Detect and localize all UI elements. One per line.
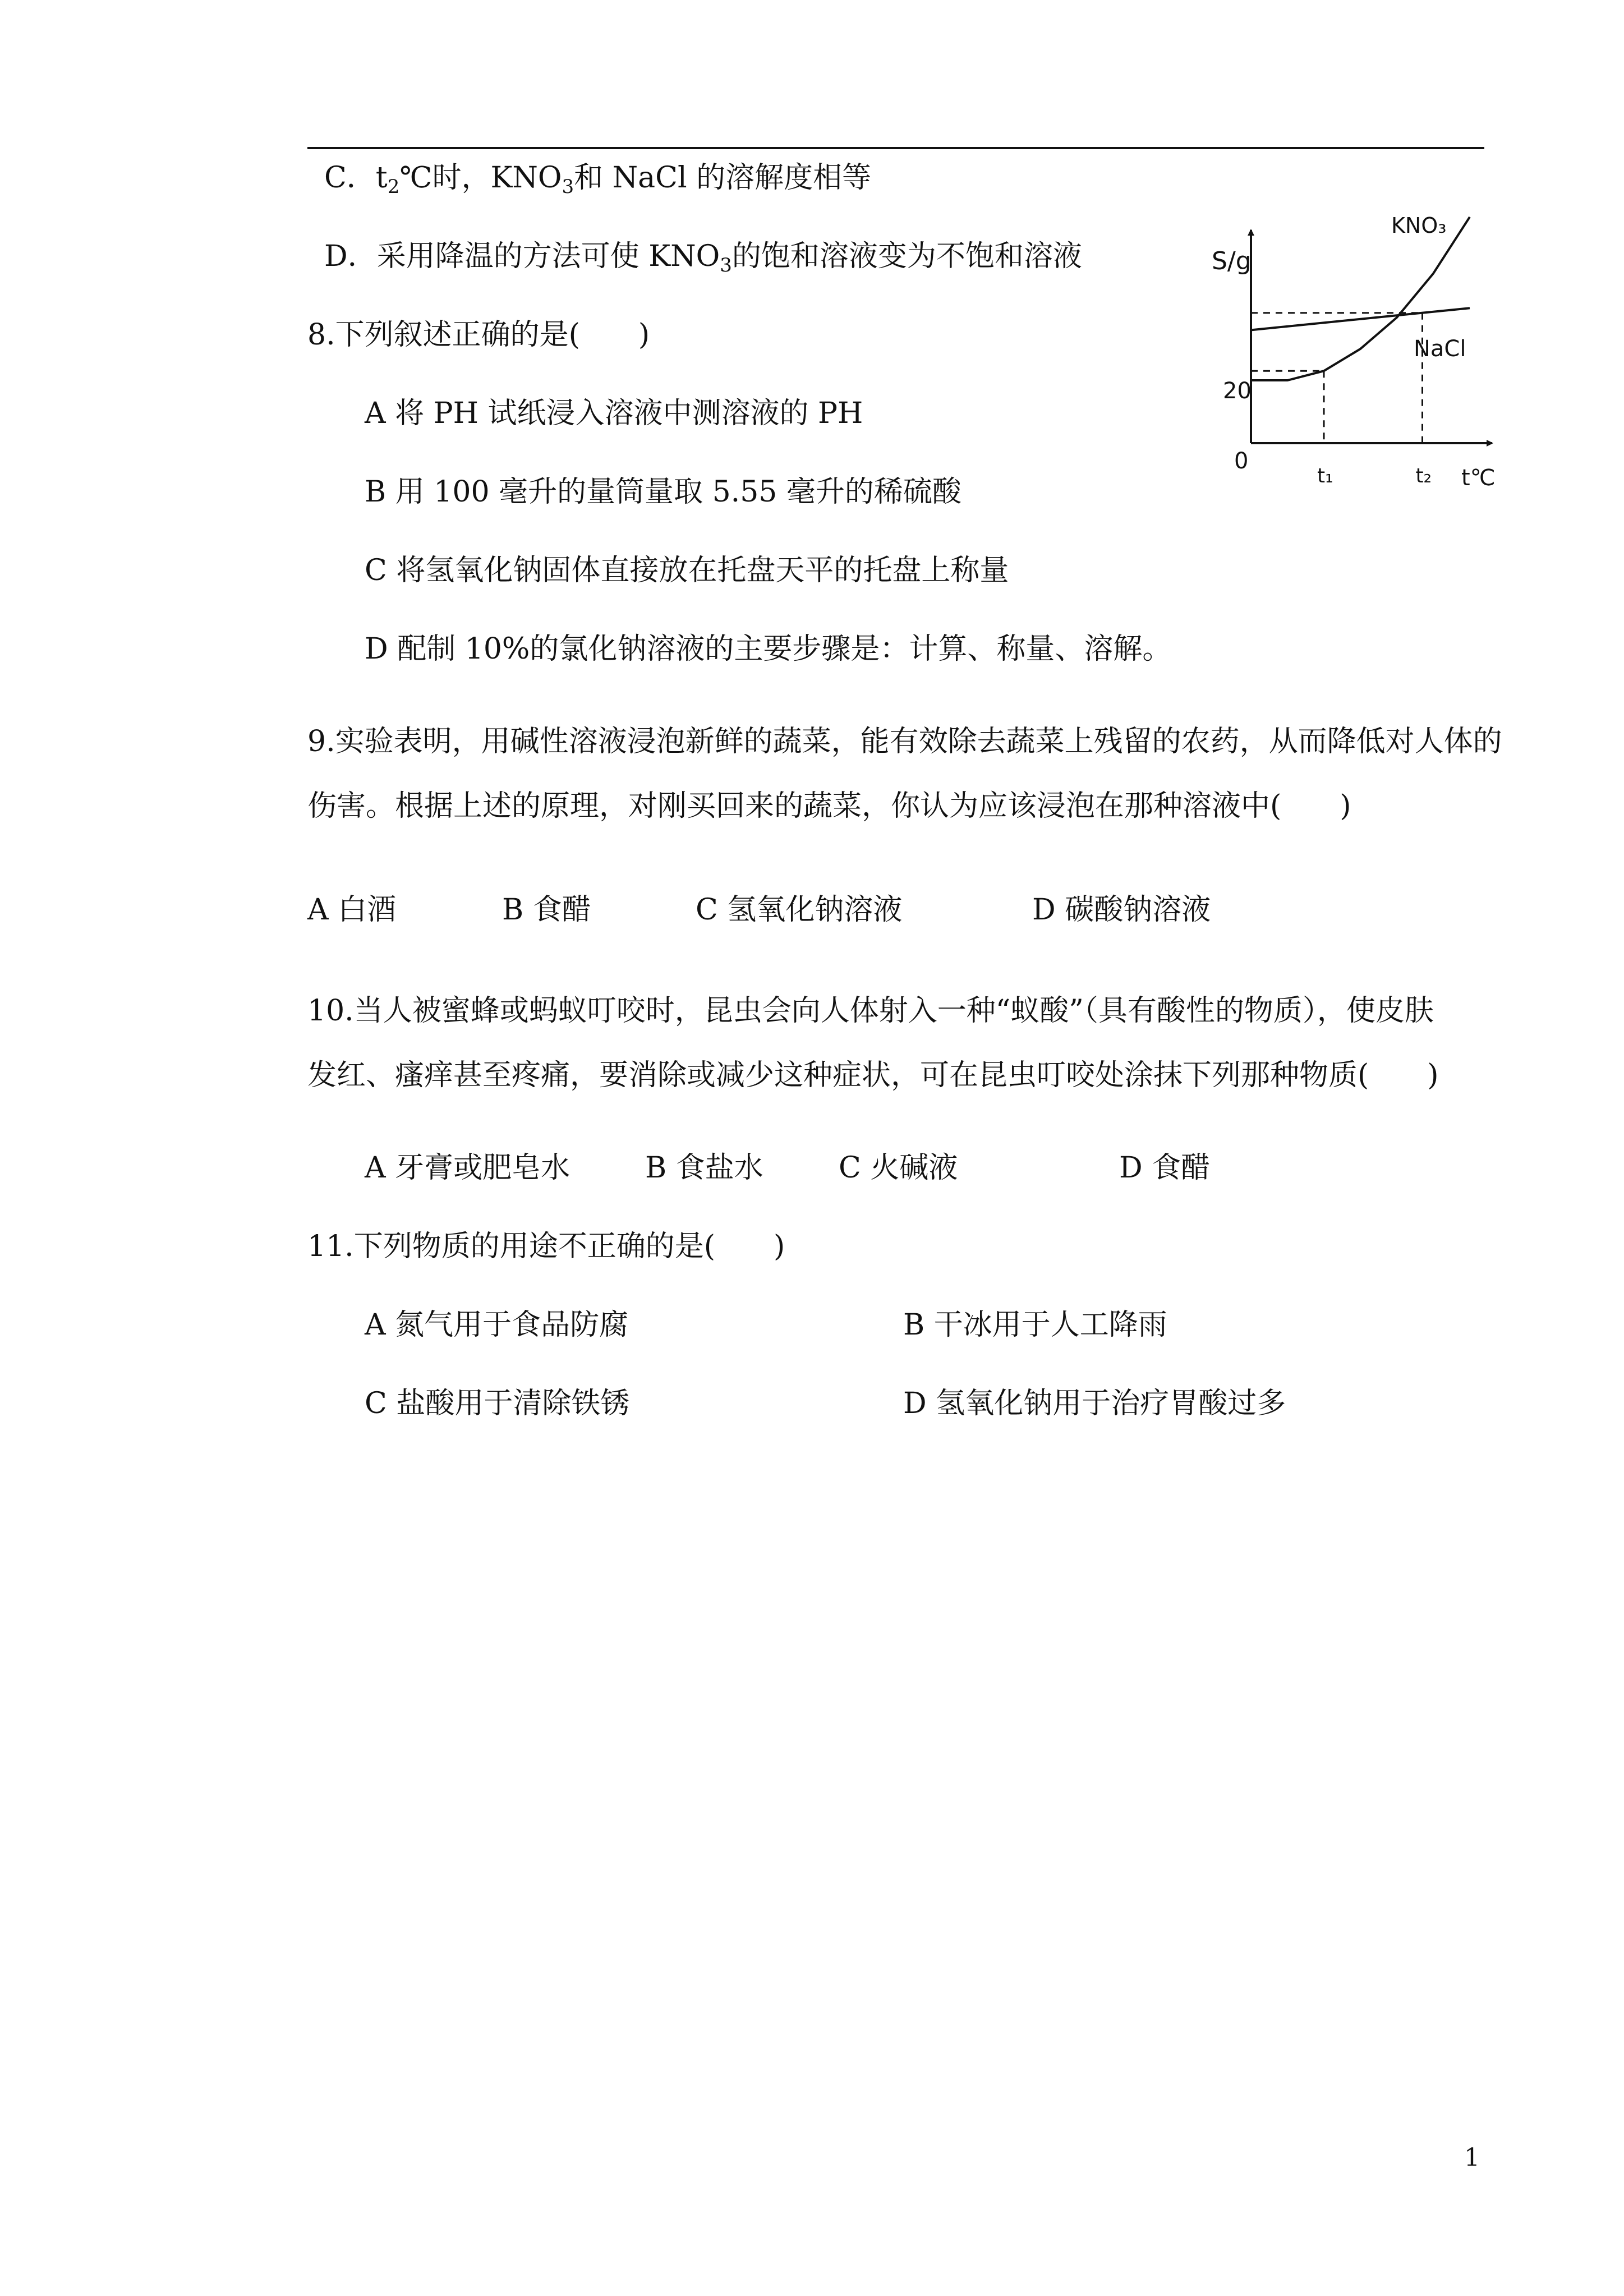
header-rule (307, 147, 1484, 149)
q8-stem: 8.下列叙述正确的是( ) (307, 318, 650, 352)
kno3-label: KNO₃ (1391, 213, 1447, 238)
q8-option-a: A 将 PH 试纸浸入溶液中测溶液的 PH (365, 397, 863, 430)
q10-option-d: D 食醋 (1119, 1151, 1211, 1185)
nacl-line (1251, 308, 1470, 330)
y-tick-20: 20 (1223, 378, 1252, 404)
q10-option-b: B 食盐水 (645, 1151, 763, 1185)
q10-option-c: C 火碱液 (839, 1151, 958, 1185)
q9-option-d: D 碳酸钠溶液 (1032, 893, 1211, 927)
q9-option-c: C 氢氧化钠溶液 (696, 893, 903, 927)
q11-option-b: B 干冰用于人工降雨 (903, 1308, 1167, 1342)
q8-option-c: C 将氢氧化钠固体直接放在托盘天平的托盘上称量 (365, 554, 1009, 587)
origin-label: 0 (1234, 448, 1249, 474)
q8-option-d: D 配制 10%的氯化钠溶液的主要步骤是：计算、称量、溶解。 (365, 632, 1172, 666)
page-number: 1 (1464, 2143, 1480, 2172)
x-axis-label: t℃ (1461, 465, 1496, 491)
q11-option-c: C 盐酸用于清除铁锈 (365, 1387, 630, 1420)
dashed-guides (1251, 313, 1423, 443)
nacl-label: NaCl (1414, 336, 1466, 362)
q9-option-a: A 白酒 (307, 893, 397, 927)
q9-option-b: B 食醋 (502, 893, 591, 927)
q11-option-a: A 氮气用于食品防腐 (365, 1308, 629, 1342)
q10-option-a: A 牙膏或肥皂水 (365, 1151, 571, 1185)
q11-stem: 11.下列物质的用途不正确的是( ) (307, 1230, 785, 1263)
solubility-chart (1189, 208, 1503, 499)
q7-option-c: C．$t_2℃$时，$KNO_3$和 NaCl 的溶解度相等 (324, 161, 872, 198)
q11-option-d: D 氢氧化钠用于治疗胃酸过多 (903, 1387, 1286, 1420)
q8-option-b: B 用 100 毫升的量筒量取 5.55 毫升的稀硫酸 (365, 475, 961, 509)
q9-stem-line1: 9.实验表明，用碱性溶液浸泡新鲜的蔬菜，能有效除去蔬菜上残留的农药，从而降低对人体的 (307, 725, 1502, 758)
q10-stem-line1: 10.当人被蜜蜂或蚂蚁叮咬时，昆虫会向人体射入一种“蚁酸”（具有酸性的物质），使皮肤 (307, 994, 1434, 1028)
x-tick-t1: t₁ (1317, 464, 1333, 487)
y-axis-label: S/g (1212, 247, 1252, 275)
q7-option-d: D．采用降温的方法可使 $KNO_3$的饱和溶液变为不饱和溶液 (324, 240, 1082, 277)
q9-stem-line2: 伤害。根据上述的原理，对刚买回来的蔬菜，你认为应该浸泡在那种溶液中( ) (307, 789, 1351, 823)
q10-stem-line2: 发红、瘙痒甚至疼痛，要消除或减少这种症状，可在昆虫叮咬处涂抹下列那种物质( ) (307, 1059, 1439, 1092)
x-tick-t2: t₂ (1415, 464, 1432, 487)
